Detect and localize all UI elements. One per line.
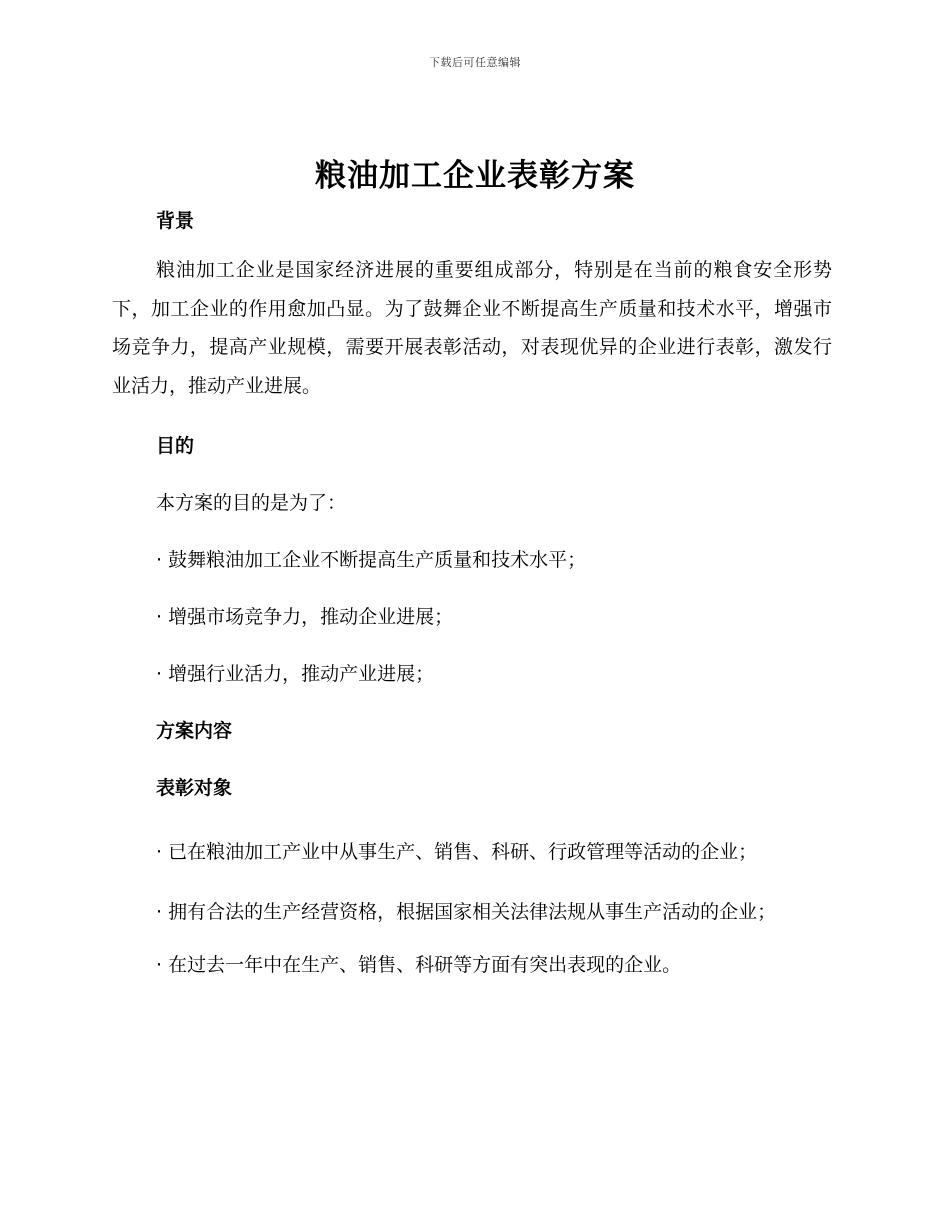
purpose-item: · 增强行业活力，推动产业进展； bbox=[156, 663, 435, 685]
section-heading-background: 背景 bbox=[156, 210, 195, 232]
background-paragraph: 粮油加工企业是国家经济进展的重要组成部分，特别是在当前的粮食安全形势下，加工企业的作用愈加凸显。为了鼓舞企业不断提高生产质量和技术水平，增强市场竞争力，提高产业规模，需要开展表彰活动，对表现优异的企业进行表彰，激发行业活力，推动产业进展。 bbox=[112, 259, 832, 397]
document-title: 粮油加工企业表彰方案 bbox=[315, 158, 635, 194]
page-header-note: 下载后可任意编辑 bbox=[429, 56, 521, 69]
document-body bbox=[112, 205, 832, 981]
award-target-item: · 已在粮油加工产业中从事生产、销售、科研、行政管理等活动的企业； bbox=[156, 841, 758, 863]
award-target-item: · 在过去一年中在生产、销售、科研等方面有突出表现的企业。 bbox=[156, 954, 682, 976]
section-heading-plan: 方案内容 bbox=[156, 720, 233, 742]
purpose-item: · 增强市场竞争力，推动企业进展； bbox=[156, 606, 454, 628]
section-heading-purpose: 目的 bbox=[156, 435, 195, 457]
purpose-item: · 鼓舞粮油加工企业不断提高生产质量和技术水平； bbox=[156, 549, 587, 571]
purpose-intro: 本方案的目的是为了： bbox=[156, 492, 347, 514]
subsection-heading-award-targets: 表彰对象 bbox=[156, 777, 233, 799]
award-target-item: · 拥有合法的生产经营资格，根据国家相关法律法规从事生产活动的企业； bbox=[156, 901, 777, 923]
